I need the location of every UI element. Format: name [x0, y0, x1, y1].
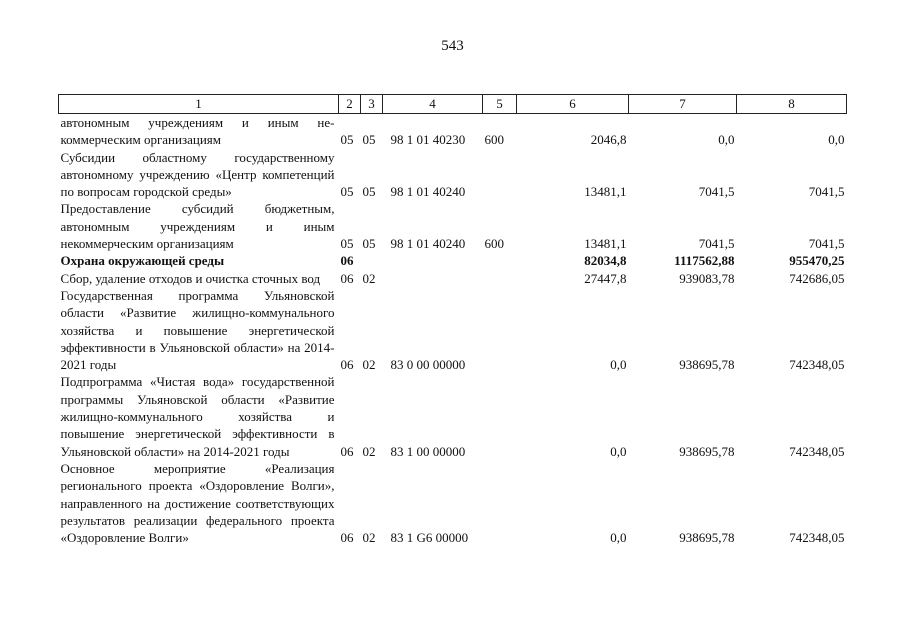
row-target-article	[383, 252, 483, 269]
row-amount-col6: 2046,8	[590, 132, 627, 148]
row-section-code: 06	[340, 530, 354, 546]
row-expense-type	[483, 252, 517, 269]
row-section-code: 06	[340, 253, 354, 269]
row-amount-col6: 27447,8	[584, 270, 627, 286]
row-expense-type	[483, 270, 517, 287]
row-subsection-code: 05	[362, 184, 376, 200]
table-row	[59, 252, 847, 269]
row-expense-type: 600	[484, 236, 504, 252]
row-amount-col6: 0,0	[610, 357, 627, 373]
row-target-article: 83 0 00 00000	[390, 357, 466, 373]
row-description: Подпрограмма «Чистая вода» государственной программы Ульяновской области «Развитие жилищно-коммунального хозяйства и повышение энергетической эффективности в Ульяновской области» на 2014-2021 годы	[60, 374, 335, 459]
page-number: 543	[441, 38, 464, 54]
row-amount-col6: 0,0	[610, 530, 627, 546]
row-target-article: 98 1 01 40230	[390, 132, 466, 148]
header-col-8: 8	[737, 95, 847, 114]
row-section-code: 05	[340, 236, 354, 252]
table-row	[59, 373, 847, 459]
row-description: Государственная программа Ульяновской области «Развитие жилищно-коммунального хозяйства и повышение энергетической эффективности в Ульяновской области» на 2014-2021 годы	[60, 287, 335, 373]
budget-table	[58, 94, 847, 546]
row-target-article: 98 1 01 40240	[390, 236, 466, 252]
row-amount-col7: 7041,5	[698, 184, 735, 200]
row-description: Основное мероприятие «Реализация регионального проекта «Оздоровление Волги», направленного на достижение соответствующих результатов реализации федерального проекта «Оздоровление Волги»	[60, 460, 335, 546]
row-amount-col7: 939083,78	[679, 270, 735, 286]
row-description: Сбор, удаление отходов и очистка сточных вод	[60, 270, 321, 286]
row-subsection-code	[361, 252, 383, 269]
row-section-code: 06	[340, 443, 354, 459]
header-col-4: 4	[383, 95, 483, 114]
row-description: Предоставление субсидий бюджетным, автономным учреждениям и иным некоммерческим организациям	[60, 201, 335, 252]
table-row	[59, 114, 847, 149]
row-subsection-code: 05	[362, 132, 376, 148]
row-amount-col8: 7041,5	[808, 184, 845, 200]
row-expense-type	[483, 373, 517, 459]
header-col-3: 3	[361, 95, 383, 114]
row-target-article: 83 1 00 00000	[390, 443, 466, 459]
row-section-code: 06	[340, 357, 354, 373]
row-amount-col6: 0,0	[610, 443, 627, 459]
row-amount-col6: 82034,8	[584, 253, 627, 269]
row-amount-col7: 938695,78	[679, 530, 735, 546]
row-target-article: 83 1 G6 00000	[390, 530, 469, 546]
row-subsection-code: 02	[362, 270, 376, 286]
row-amount-col7: 0,0	[718, 132, 735, 148]
row-section-code: 05	[340, 132, 354, 148]
table-row	[59, 287, 847, 373]
table-row	[59, 200, 847, 252]
row-subsection-code: 02	[362, 530, 376, 546]
row-subsection-code: 02	[362, 443, 376, 459]
row-expense-type	[483, 149, 517, 201]
row-amount-col8: 7041,5	[808, 236, 845, 252]
row-description: автономным учреждениям и иным не-коммерческим организациям	[60, 115, 335, 148]
table-row	[59, 460, 847, 546]
row-amount-col8: 742348,05	[789, 530, 845, 546]
table-row	[59, 149, 847, 201]
row-amount-col8: 742348,05	[789, 443, 845, 459]
table-header	[59, 95, 847, 114]
row-section-code: 05	[340, 184, 354, 200]
row-amount-col8: 742348,05	[789, 357, 845, 373]
table-body	[59, 114, 847, 547]
header-row	[59, 95, 847, 114]
row-expense-type	[483, 287, 517, 373]
header-col-2: 2	[339, 95, 361, 114]
row-subsection-code: 05	[362, 236, 376, 252]
table-row	[59, 270, 847, 287]
row-amount-col8: 955470,25	[789, 253, 845, 269]
row-target-article	[383, 270, 483, 287]
header-col-5: 5	[483, 95, 517, 114]
row-expense-type: 600	[484, 132, 504, 148]
row-amount-col7: 7041,5	[698, 236, 735, 252]
row-amount-col6: 13481,1	[584, 236, 627, 252]
row-amount-col6: 13481,1	[584, 184, 627, 200]
row-description: Охрана окружающей среды	[60, 253, 225, 269]
row-amount-col8: 742686,05	[789, 270, 845, 286]
row-amount-col8: 0,0	[828, 132, 845, 148]
header-col-7: 7	[629, 95, 737, 114]
header-col-1: 1	[59, 95, 339, 114]
row-subsection-code: 02	[362, 357, 376, 373]
row-section-code: 06	[340, 270, 354, 286]
row-amount-col7: 938695,78	[679, 443, 735, 459]
header-col-6: 6	[517, 95, 629, 114]
row-description: Субсидии областному государственному автономному учреждению «Центр компетенций по вопросам городской среды»	[60, 149, 335, 200]
row-amount-col7: 1117562,88	[674, 253, 735, 269]
row-expense-type	[483, 460, 517, 546]
row-amount-col7: 938695,78	[679, 357, 735, 373]
row-target-article: 98 1 01 40240	[390, 184, 466, 200]
